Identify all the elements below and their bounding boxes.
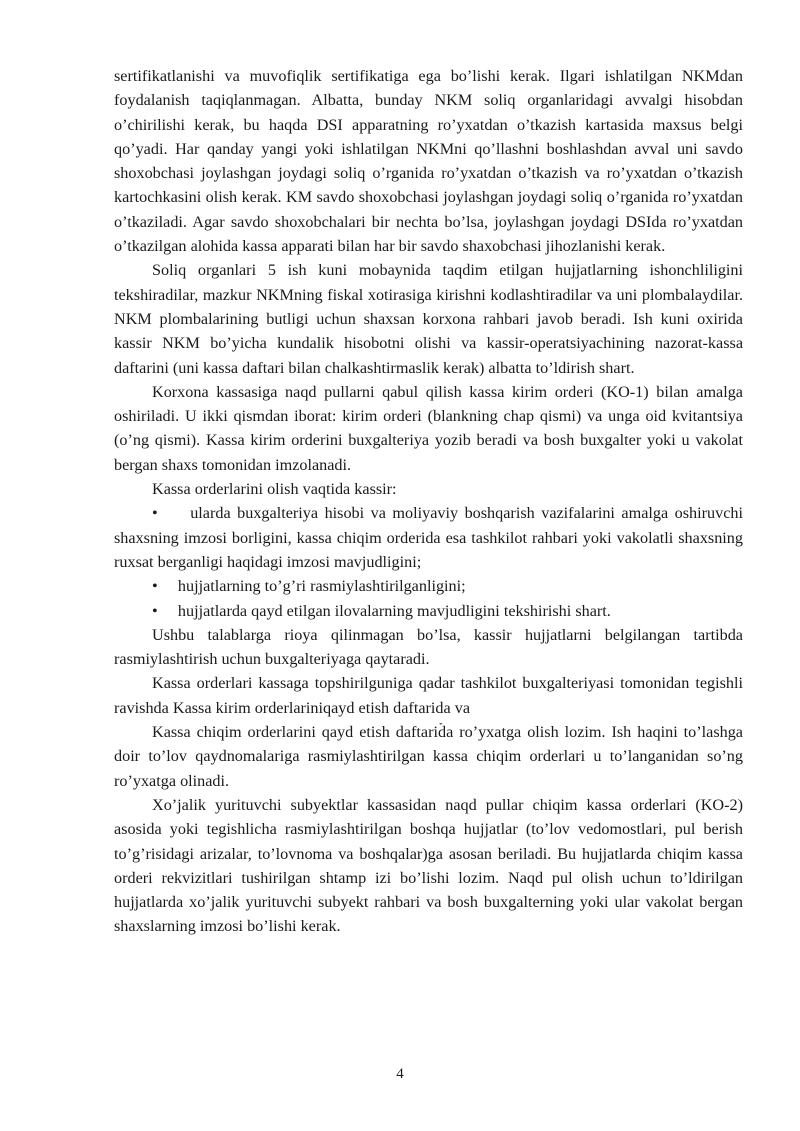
bullet-text: hujjatlarning to’g’ri rasmiylashtirilganligini;: [177, 577, 466, 596]
bullet-mark: •: [152, 601, 158, 620]
bullet-mark: •: [152, 577, 158, 596]
bullet-item: [114, 574, 743, 598]
page-body: [114, 64, 743, 939]
paragraph-cashier-intro: Kassa orderlarini olish vaqtida kassir:: [152, 480, 397, 499]
page-number: 4: [396, 1066, 404, 1082]
paragraph-cash-withdrawal: Xo’jalik yurituvchi subyektlar kassasidan naqd pullar chiqim kassa orderlari (KO-2) asosida yoki tegishlicha rasmiylashtirilgan boshqa hujjatlar (to’lov vedomostlari, pul berish to’g’risidagi arizalar, to’lovnoma va boshqalar)ga asosan beriladi. Bu hujjatlarda chiqim kassa orderi rekvizitlari tushirilgan shtamp izi bo’lishi lozim. Naqd pul olish uchun to’ldirilgan hujjatlarda xo’jalik yurituvchi subyekt rahbari va bosh buxgalterning yoki ular vakolat bergan shaxslarning imzosi bo’lishi kerak.: [114, 795, 743, 936]
paragraph-orders-registration: Kassa orderlari kassaga topshirilguniga qadar tashkilot buxgalteriyasi tomonidan tegishli ravishda Kassa kirim orderlariniqayd etish daftarida va: [114, 674, 743, 717]
paragraph-continued: sertifikatlanishi va muvofiqlik sertifikatiga ega bo’lishi kerak. Ilgari ishlatilgan NKMdan foydalanish taqiqlanmagan. Albatta, bunday NKM soliq organlaridagi avvalgi hisobdan o’chirilishi kerak, bu haqda DSI apparatning ro’yxatdan o’tkazish kartasida maxsus belgi qo’yadi. Har qanday yangi yoki ishlatilgan NKMni qo’llashni boshlashdan avval uni savdo shoxobchasi joylashgan joydagi soliq o’rganida ro’yxatdan o’tkazish va ro’yxatdan o’tkazish kartochkasini olish kerak. KM savdo shoxobchasi joylashgan joydagi soliq o’rganida ro’yxatdan o’tkaziladi. Agar savdo shoxobchalari bir nechta bo’lsa, joylashgan joydagi DSIda ro’yxatdan o’tkazilgan alohida kassa apparati bilan har bir savdo shaxobchasi jihozlanishi kerak.: [114, 67, 743, 256]
paragraph-expense-orders: Kassa chiqim orderlarini qayd etish daftariۡda ro’yxatga olish lozim. Ish haqini to’lashga doir to’lov qaydnomalariga rasmiylashtirilgan kassa chiqim orderlari u to’langanidan so’ng ro’yxatga olinadi.: [114, 723, 743, 790]
paragraph-cash-receipt: Korxona kassasiga naqd pullarni qabul qilish kassa kirim orderi (KO-1) bilan amalga oshiriladi. U ikki qismdan iborat: kirim orderi (blankning chap qismi) va unga oid kvitantsiya (o’ng qismi). Kassa kirim orderini buxgalteriya yozib beradi va bosh buxgalter yoki u vakolat bergan shaxs tomonidan imzolanadi.: [114, 382, 743, 474]
paragraph-requirements: Ushbu talablarga rioya qilinmagan bo’lsa, kassir hujjatlarni belgilangan tartibda rasmiylashtirish uchun buxgalteriyaga qaytaradi.: [114, 625, 743, 669]
bullet-item: [114, 501, 743, 574]
bullet-text: hujjatlarda qayd etilgan ilovalarning mavjudligini tekshirishi shart.: [177, 601, 611, 620]
bullet-mark: •: [152, 504, 158, 523]
bullet-item: [114, 599, 743, 623]
bullet-text: ularda buxgalteriya hisobi va moliyaviy boshqarish vazifalarini amalga oshiruvchi shaxsning imzosi borligini, kassa chiqim orderida esa tashkilot rahbari yoki vakolatli shaxsning ruxsat berganligi haqidagi imzosi mavjudligini;: [114, 504, 744, 571]
paragraph-tax-organs: Soliq organlari 5 ish kuni mobaynida taqdim etilgan hujjatlarning ishonchliligini tekshiradilar, mazkur NKMning fiskal xotirasiga kirishni kodlashtiradilar va uni plombalaydilar. NKM plombalarining butligi uchun shaxsan korxona rahbari javob beradi. Ish kuni oxirida kassir NKM bo’yicha kundalik hisobotni olishi va kassir-operatsiyachining nazorat-kassa daftarini (uni kassa daftari bilan chalkashtirmaslik kerak) albatta to’ldirish shart.: [114, 261, 743, 377]
